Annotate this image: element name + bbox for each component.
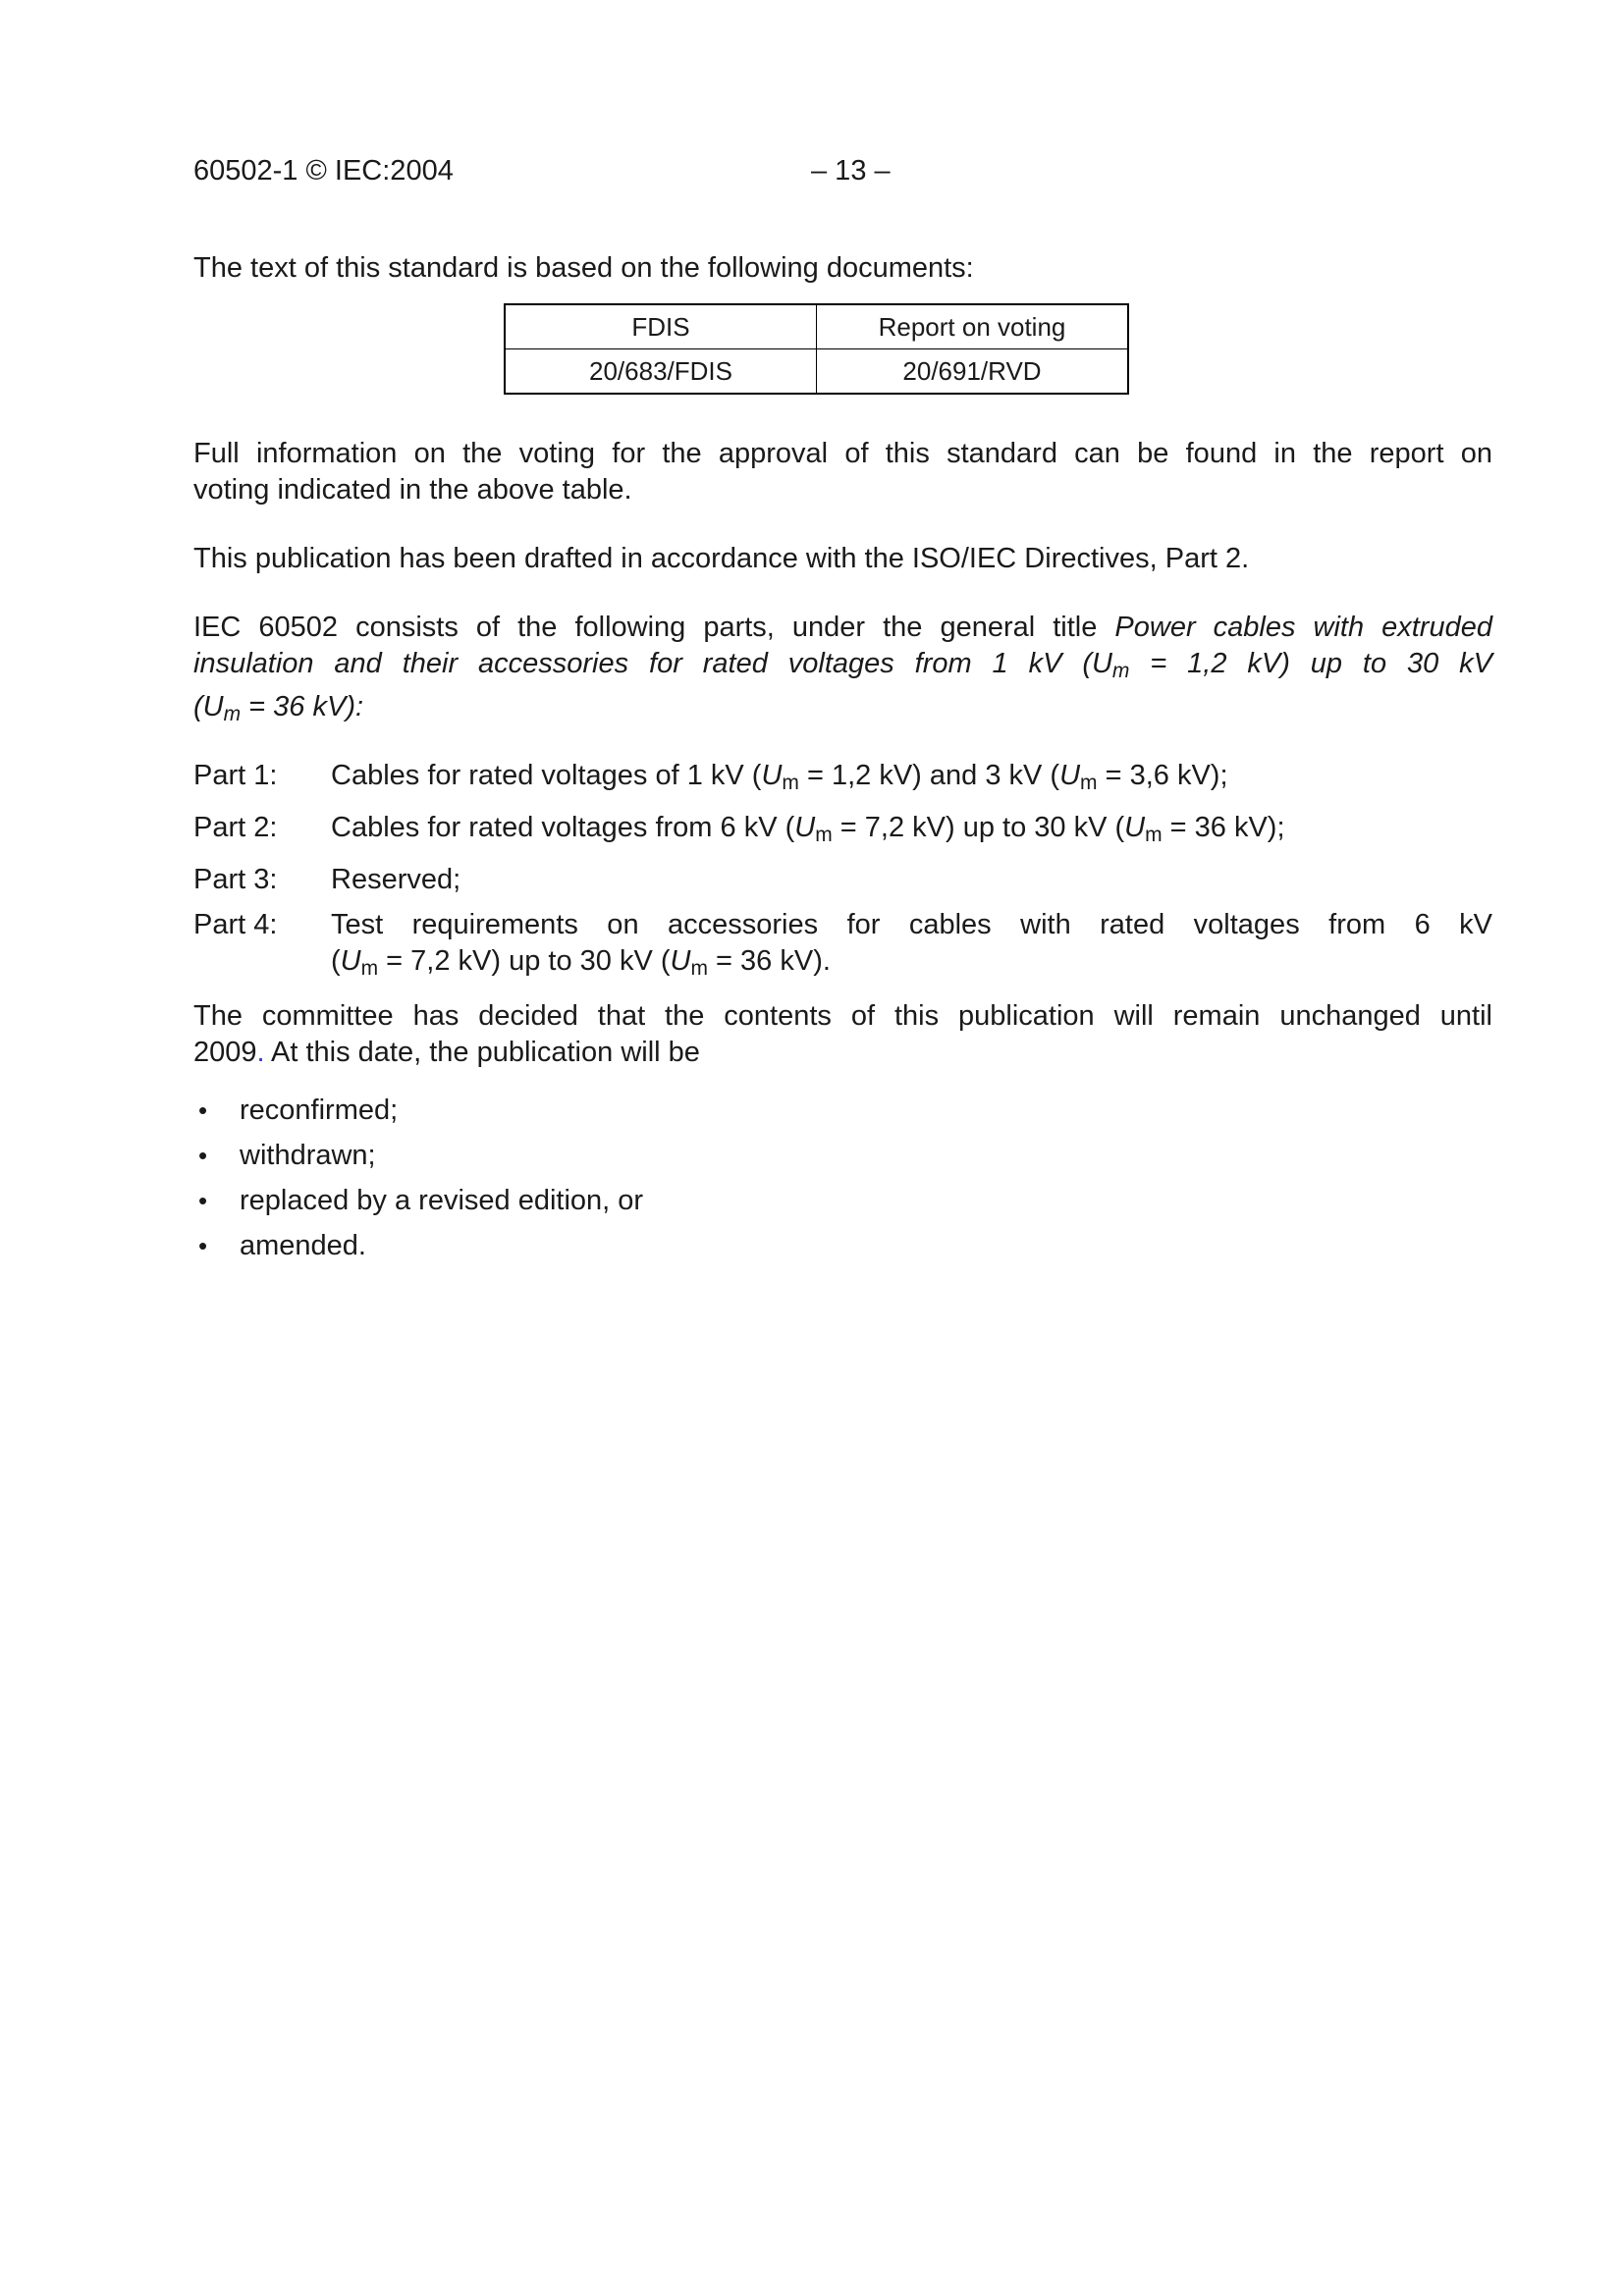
part-row-3	[193, 862, 1492, 898]
table-cell-fdis-value: 20/683/FDIS	[505, 349, 817, 395]
part-label: Part 1:	[193, 760, 278, 791]
voting-table-wrapper	[504, 303, 1492, 395]
paragraph-line: Full information on the voting for the approval of this standard can be found in the report on	[193, 438, 1492, 469]
bullet-item	[193, 1093, 1492, 1129]
page-number: – 13 –	[811, 155, 891, 187]
part-label: Part 4:	[193, 909, 278, 940]
table-cell-report-value: 20/691/RVD	[817, 349, 1129, 395]
table-header-cell-fdis: FDIS	[505, 304, 817, 349]
part-text	[331, 810, 1492, 853]
bullet-icon: •	[198, 1231, 208, 1260]
voting-table	[504, 303, 1129, 395]
paragraph-series-title	[193, 610, 1492, 732]
bullet-item	[193, 1138, 1492, 1174]
table-header-row	[505, 304, 1128, 349]
bullet-item	[193, 1183, 1492, 1219]
part-label: Part 2:	[193, 812, 278, 843]
part-text-line: (Um = 7,2 kV) up to 30 kV (Um = 36 kV).	[331, 945, 831, 980]
part-text	[331, 862, 1492, 898]
intro-paragraph: The text of this standard is based on the following documents:	[193, 252, 974, 284]
table-data-row	[505, 349, 1128, 395]
bullet-list	[193, 1093, 1492, 1264]
bullet-icon: •	[198, 1095, 208, 1125]
part-text-line: Reserved;	[331, 864, 461, 895]
table-header-cell-report: Report on voting	[817, 304, 1129, 349]
paragraph-voting-info	[193, 436, 1492, 508]
paragraph-line: IEC 60502 consists of the following parts, under the general title Power cables with extruded	[193, 612, 1492, 643]
part-row-2	[193, 810, 1492, 853]
bullet-text: amended.	[240, 1230, 366, 1261]
paragraph-line: The committee has decided that the contents of this publication will remain unchanged until	[193, 1000, 1492, 1032]
paragraph-drafting	[193, 541, 1492, 577]
part-text	[331, 758, 1492, 801]
part-text-line: Cables for rated voltages of 1 kV (Um = 1,2 kV) and 3 kV (Um = 3,6 kV);	[331, 760, 1228, 794]
paragraph-committee-decision	[193, 998, 1492, 1071]
bullet-text: reconfirmed;	[240, 1095, 399, 1126]
paragraph-line: 2009. At this date, the publication will be	[193, 1037, 700, 1068]
parts-list	[193, 758, 1492, 987]
page-header	[193, 153, 1492, 189]
part-label: Part 3:	[193, 864, 278, 895]
paragraph-line: This publication has been drafted in accordance with the ISO/IEC Directives, Part 2.	[193, 543, 1250, 574]
paragraph-line: voting indicated in the above table.	[193, 474, 632, 506]
part-row-1	[193, 758, 1492, 801]
part-text-line: Cables for rated voltages from 6 kV (Um = 7,2 kV) up to 30 kV (Um = 36 kV);	[331, 812, 1285, 846]
paragraph-line: insulation and their accessories for rated voltages from 1 kV (Um = 1,2 kV) up to 30 kV	[193, 648, 1492, 682]
part-text	[331, 907, 1492, 987]
part-text-line: Test requirements on accessories for cables with rated voltages from 6 kV	[331, 909, 1492, 940]
document-reference: 60502-1 © IEC:2004	[193, 155, 454, 187]
bullet-item	[193, 1228, 1492, 1264]
paragraph-line: (Um = 36 kV):	[193, 691, 364, 725]
bullet-text: withdrawn;	[240, 1140, 376, 1171]
bullet-icon: •	[198, 1186, 208, 1215]
bullet-text: replaced by a revised edition, or	[240, 1185, 644, 1216]
bullet-icon: •	[198, 1141, 208, 1170]
part-row-4	[193, 907, 1492, 987]
